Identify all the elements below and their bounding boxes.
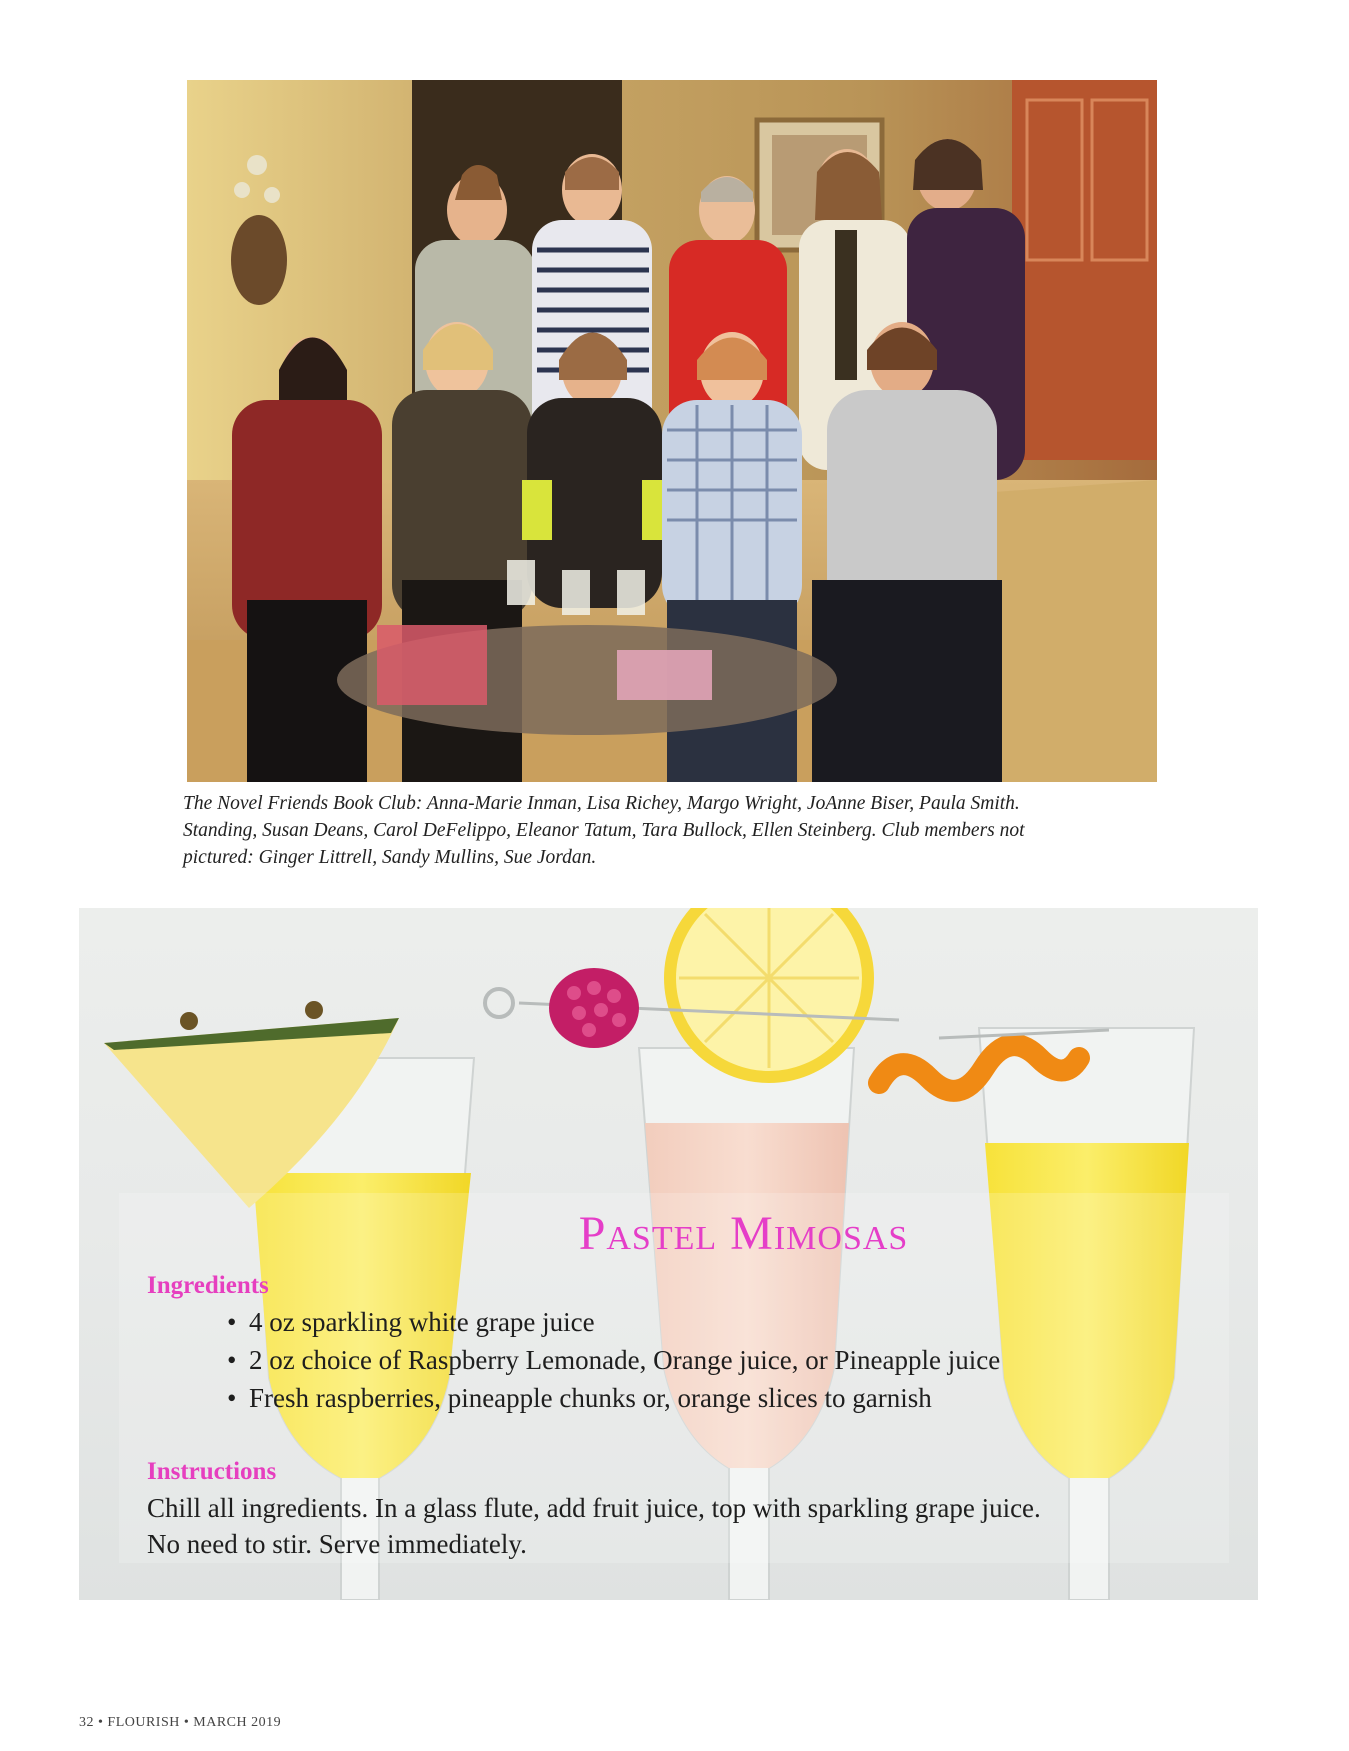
caption-line: Standing, Susan Deans, Carol DeFelippo, Eleanor Tatum, Tara Bullock, Ellen Steinberg. Club members not [183, 820, 1025, 841]
book-club-photo [187, 80, 1157, 782]
caption-line: The Novel Friends Book Club: Anna-Marie Inman, Lisa Richey, Margo Wright, JoAnne Biser, Paula Smith. [183, 793, 1020, 814]
ingredient-text: Fresh raspberries, pineapple chunks or, orange slices to garnish [249, 1383, 932, 1413]
instructions-line: No need to stir. Serve immediately. [147, 1529, 527, 1559]
instructions-text [147, 1490, 1227, 1562]
instructions-line: Chill all ingredients. In a glass flute, add fruit juice, top with sparkling grape juice. [147, 1493, 1041, 1523]
page-footer: 32 • FLOURISH • MARCH 2019 [79, 1715, 282, 1730]
list-item [227, 1303, 1000, 1341]
list-item [227, 1341, 1000, 1379]
ingredients-list [227, 1303, 1000, 1417]
list-item [227, 1379, 1000, 1417]
ingredient-text: 2 oz choice of Raspberry Lemonade, Orange juice, or Pineapple juice [249, 1345, 1001, 1375]
instructions-heading: Instructions [147, 1458, 277, 1485]
bullet-icon: • [227, 1307, 237, 1337]
bullet-icon: • [227, 1345, 237, 1375]
book-club-photo-illustration [187, 80, 1157, 782]
photo-caption [183, 790, 1168, 871]
bullet-icon: • [227, 1383, 237, 1413]
caption-line: pictured: Ginger Littrell, Sandy Mullins, Sue Jordan. [183, 847, 597, 868]
recipe-title: Pastel Mimosas [578, 1207, 909, 1260]
ingredients-heading: Ingredients [147, 1272, 269, 1299]
recipe-panel [79, 908, 1258, 1600]
ingredient-text: 4 oz sparkling white grape juice [249, 1307, 595, 1337]
